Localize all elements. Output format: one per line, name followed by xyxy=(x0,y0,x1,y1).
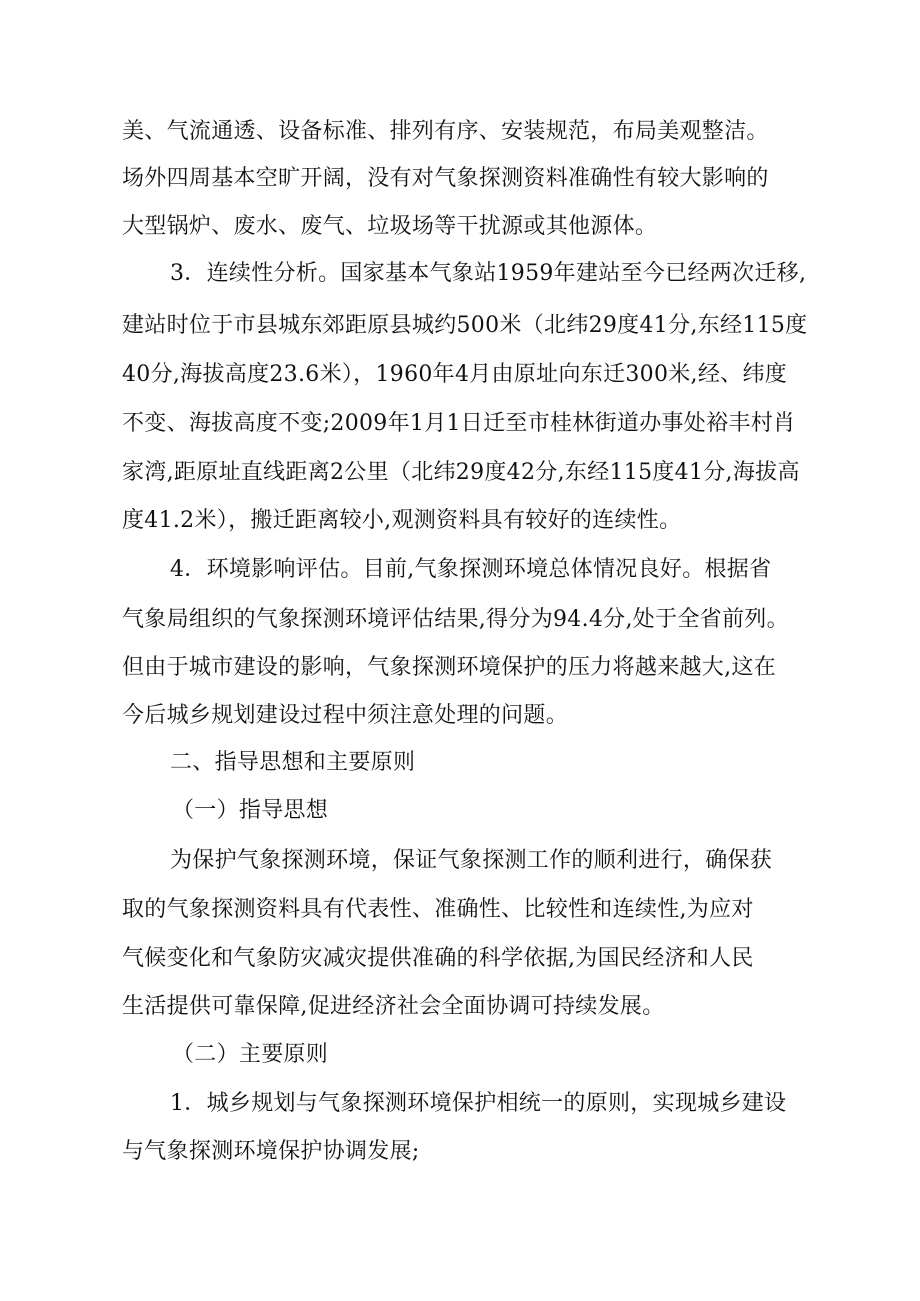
subsection-heading: （一）指导思想 xyxy=(172,798,329,823)
text-line: 不变、海拔高度不变;2009年1月1日迁至市桂林街道办事处裕丰村肖 xyxy=(122,411,796,436)
paragraph-first-line: 为保护气象探测环境，保证气象探测工作的顺利进行，确保获 xyxy=(170,848,773,873)
text-line: 场外四周基本空旷开阔，没有对气象探测资料准确性有较大影响的 xyxy=(122,166,769,191)
section-item-4-line: 4．环境影响评估。目前,气象探测环境总体情况良好。根据省 xyxy=(170,557,772,582)
text-line: 今后城乡规划建设过程中须注意处理的问题。 xyxy=(122,703,569,728)
subsection-heading: （二）主要原则 xyxy=(172,1042,329,1067)
text-line: 40分,海拔高度23.6米），1960年4月由原址向东迁300米,经、纬度 xyxy=(122,362,788,387)
section-item-1-line: 1．城乡规划与气象探测环境保护相统一的原则，实现城乡建设 xyxy=(170,1091,787,1116)
text-line: 建站时位于市县城东郊距原县城约500米（北纬29度41分,东经115度 xyxy=(122,313,808,338)
text-line: 与气象探测环境保护协调发展; xyxy=(122,1139,420,1164)
text-line: 大型锅炉、废水、废气、垃圾场等干扰源或其他源体。 xyxy=(122,214,658,239)
text-line: 度41.2米），搬迁距离较小,观测资料具有较好的连续性。 xyxy=(122,508,682,533)
section-item-3-line: 3．连续性分析。国家基本气象站1959年建站至今已经两次迁移, xyxy=(170,261,807,286)
text-line: 取的气象探测资料具有代表性、准确性、比较性和连续性,为应对 xyxy=(122,897,754,922)
text-line: 美、气流通透、设备标准、排列有序、安装规范，布局美观整洁。 xyxy=(122,119,769,144)
text-line: 生活提供可靠保障,促进经济社会全面协调可持续发展。 xyxy=(122,994,665,1019)
text-line: 气候变化和气象防灾减灾提供准确的科学依据,为国民经济和人民 xyxy=(122,946,754,971)
text-line: 气象局组织的气象探测环境评估结果,得分为94.4分,处于全省前列。 xyxy=(122,607,789,632)
text-line: 但由于城市建设的影响，气象探测环境保护的压力将越来越大,这在 xyxy=(122,655,776,680)
section-heading: 二、指导思想和主要原则 xyxy=(170,750,416,775)
text-line: 家湾,距原址直线距离2公里（北纬29度42分,东经115度41分,海拔高 xyxy=(122,460,800,485)
